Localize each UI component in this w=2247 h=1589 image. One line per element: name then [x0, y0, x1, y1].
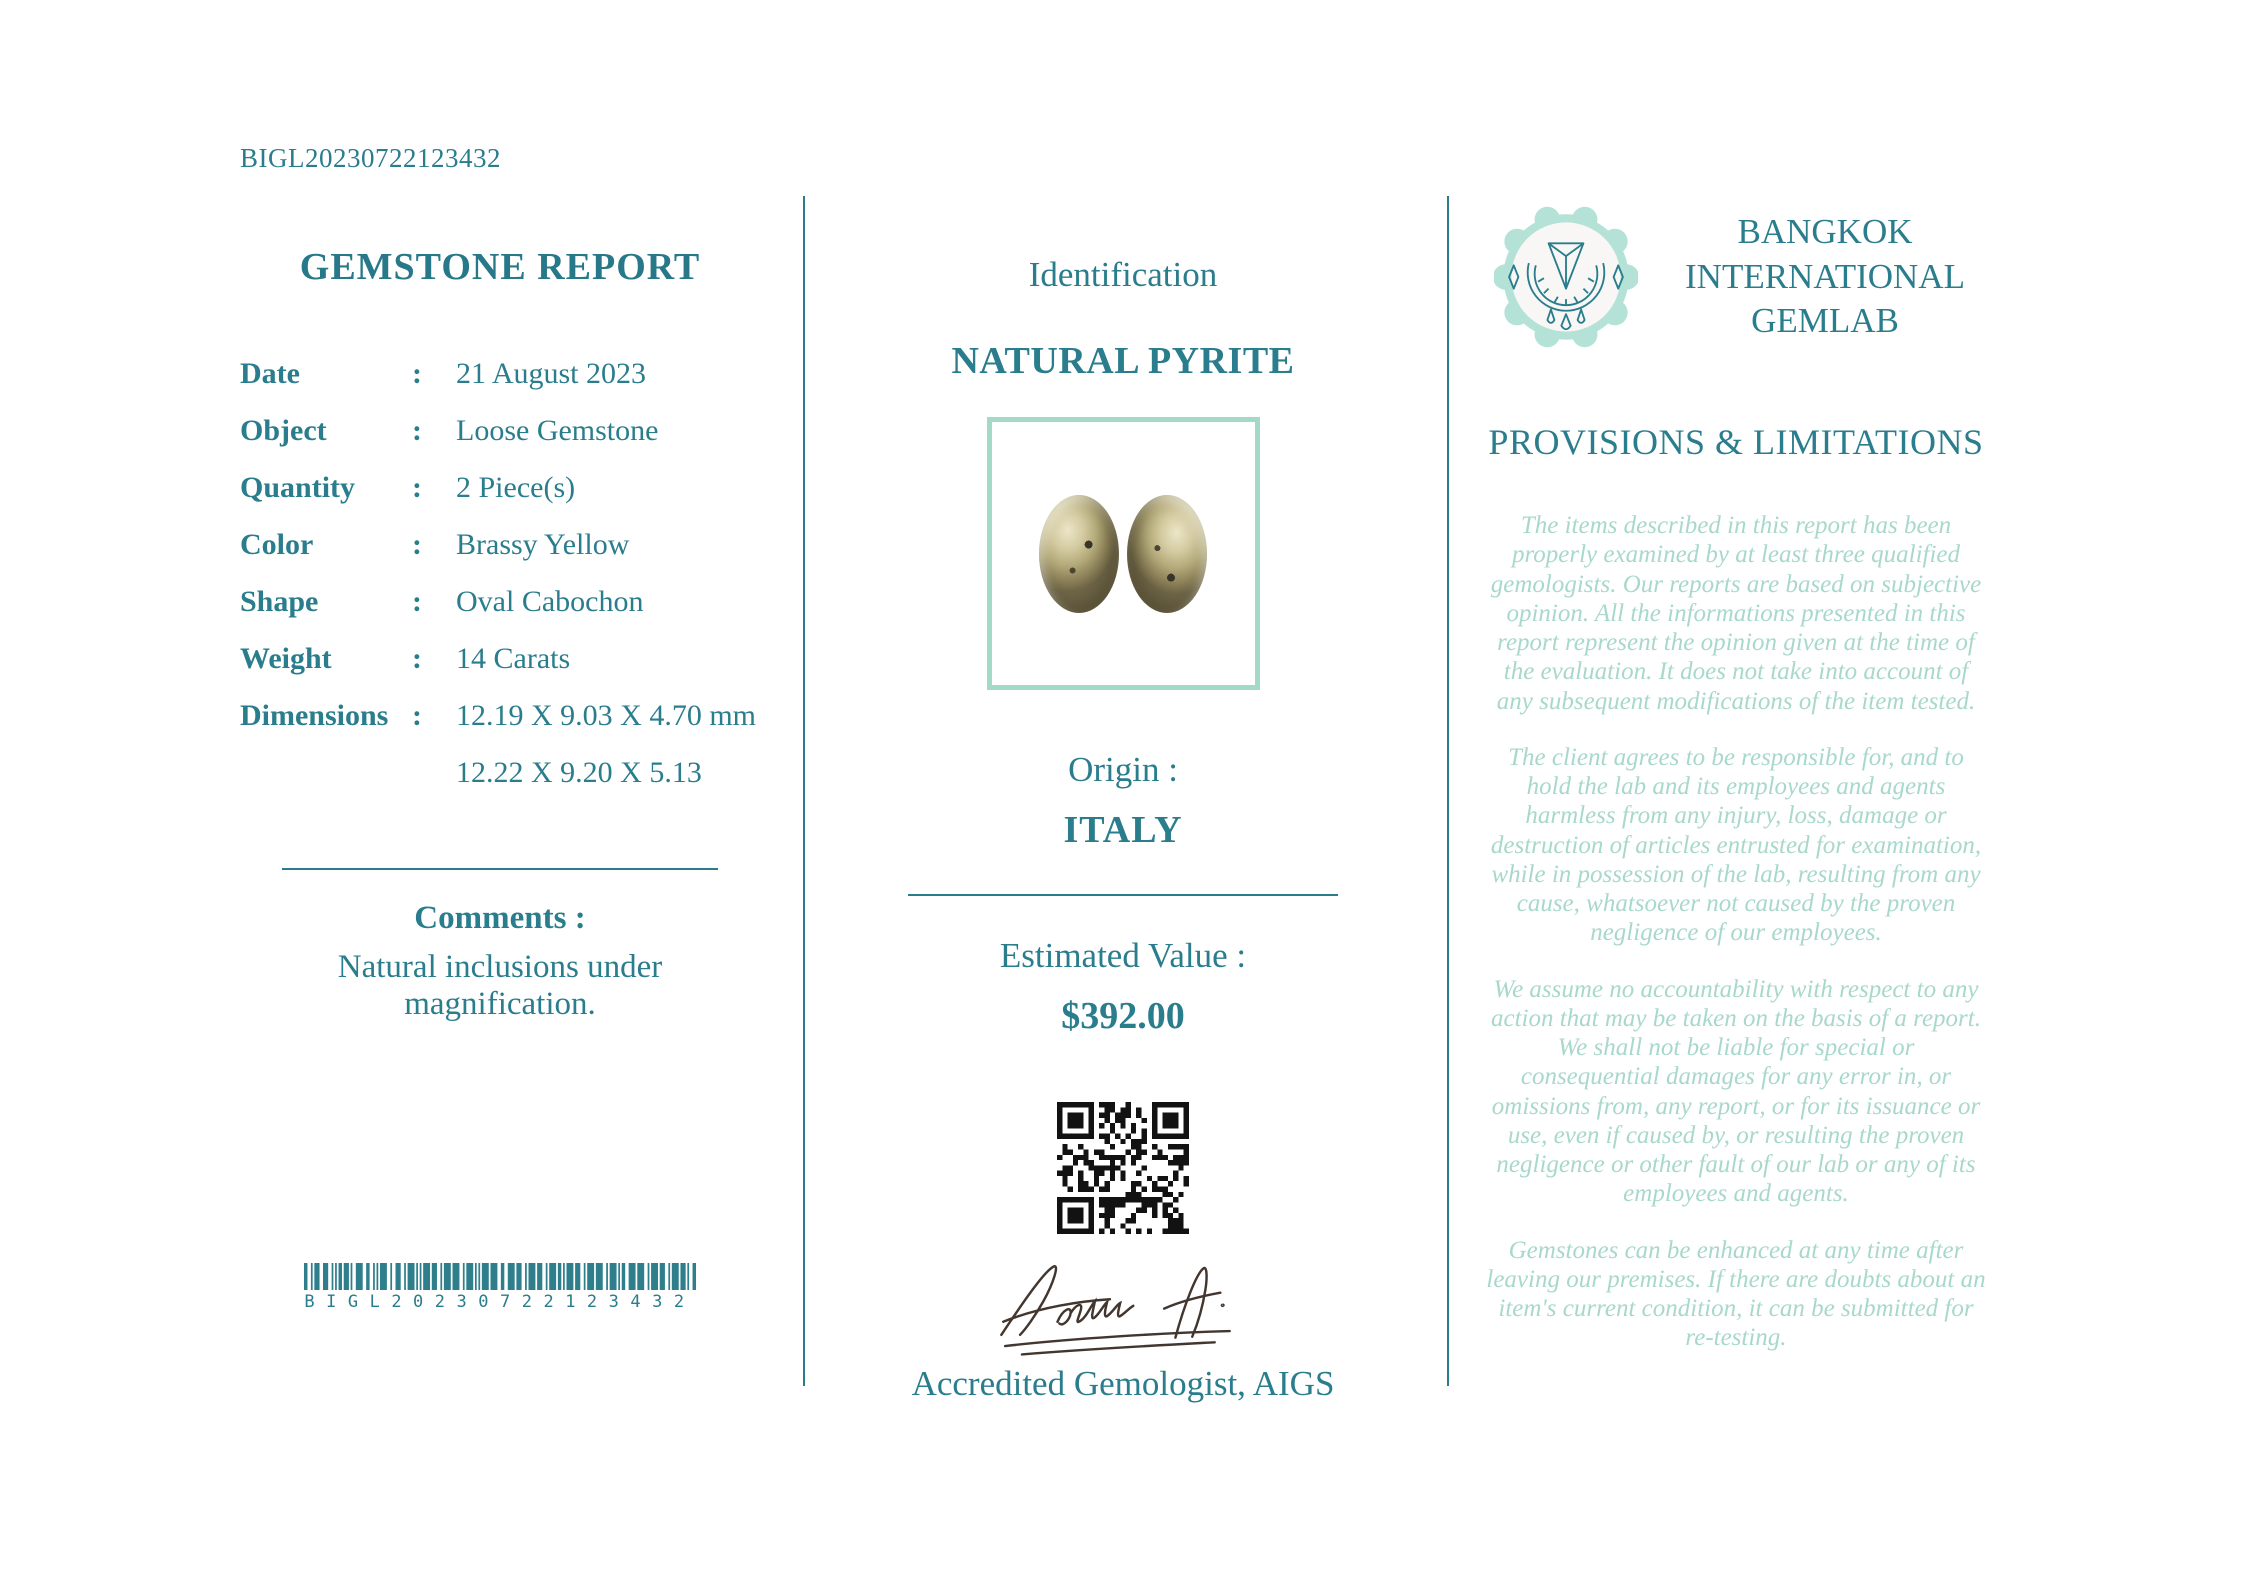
lab-header — [1460, 205, 2012, 349]
barcode-text: BIGL20230722123432 — [304, 1291, 696, 1312]
field-label: Object — [240, 414, 327, 447]
field-row-dimensions-2 — [240, 756, 760, 790]
field-label: Color — [240, 528, 314, 561]
barcode-block — [240, 1263, 760, 1312]
origin-value: ITALY — [1063, 809, 1183, 851]
field-label: Date — [240, 357, 300, 390]
origin-label: Origin : — [1068, 750, 1178, 789]
field-row-shape — [240, 585, 760, 619]
field-value: Loose Gemstone — [456, 414, 659, 447]
provisions-text — [1460, 511, 2012, 1353]
field-colon: : — [412, 471, 422, 504]
signature — [992, 1244, 1254, 1362]
gemstone-image-left — [1039, 495, 1119, 613]
identification-heading: Identification — [1028, 255, 1218, 294]
field-value: 14 Carats — [456, 642, 571, 675]
barcode-bars — [304, 1263, 696, 1290]
field-label: Dimensions — [240, 699, 389, 732]
field-value: 2 Piece(s) — [456, 471, 576, 504]
provision-paragraph-3: We assume no accountability with respect to any action that may be taken on the basis of a report. We shall not be liable for special or consequential damages for any error in, or omissions from, any report, or for its issuance or use, even if caused by, or resulting the proven negligence or other fault of our lab or any of its employees and agents. — [1491, 975, 1981, 1208]
lab-name — [1638, 210, 2012, 344]
field-row-dimensions — [240, 699, 760, 733]
lab-name-line-3: GEMLAB — [1751, 301, 1899, 341]
field-row-quantity — [240, 471, 760, 505]
field-label: Weight — [240, 642, 332, 675]
field-row-weight — [240, 642, 760, 676]
field-value: Oval Cabochon — [456, 585, 644, 618]
field-value: 12.22 X 9.20 X 5.13 — [456, 756, 702, 789]
provision-paragraph-2: The client agrees to be responsible for, and to hold the lab and its employees and agents harmless from any injury, loss, damage or destruction of articles entrusted for examination, while in possession of the lab, resulting from any cause, whatsoever not caused by the proven negligence of our employees. — [1490, 743, 1982, 947]
lab-name-line-1: BANGKOK — [1737, 211, 1913, 251]
identification-column — [830, 255, 1416, 1404]
provisions-heading: PROVISIONS & LIMITATIONS — [1488, 422, 1984, 462]
lab-name-line-2: INTERNATIONAL — [1685, 256, 1965, 296]
estimated-value: $392.00 — [1061, 995, 1185, 1037]
field-row-date — [240, 357, 760, 391]
comments-separator-line — [282, 868, 718, 870]
field-label: Shape — [240, 585, 319, 618]
lab-column — [1460, 205, 2012, 1380]
field-colon: : — [412, 528, 422, 561]
estimated-value-label: Estimated Value : — [999, 936, 1247, 975]
report-details-column — [240, 245, 760, 1312]
provision-paragraph-4: Gemstones can be enhanced at any time after leaving our premises. If there are doubts about an item's current condition, it can be submitted for re-testing. — [1486, 1236, 1986, 1352]
column-divider-left — [803, 196, 805, 1386]
gemstone-image-right — [1127, 495, 1207, 613]
comments-heading: Comments : — [414, 900, 586, 936]
field-colon: : — [412, 357, 422, 390]
field-row-color — [240, 528, 760, 562]
field-colon: : — [412, 414, 422, 447]
field-label: Quantity — [240, 471, 356, 504]
signatory-title: Accredited Gemologist, AIGS — [911, 1364, 1335, 1403]
provision-paragraph-1: The items described in this report has been properly examined by at least three qualified gemologists. Our reports are based on subjective opinion. All the informations presented in this report represent the opinion given at the time of the evaluation. It does not take into account of any subsequent modifications of the item tested. — [1490, 512, 1982, 715]
field-value: Brassy Yellow — [456, 528, 630, 561]
field-row-object — [240, 414, 760, 448]
report-fields — [240, 357, 760, 790]
gemlab-logo-icon — [1494, 205, 1638, 349]
identification-result: NATURAL PYRITE — [951, 340, 1295, 382]
column-divider-right — [1447, 196, 1449, 1386]
field-colon: : — [412, 642, 422, 675]
comments-text: Natural inclusions under magnification. — [337, 949, 663, 1022]
report-number: BIGL20230722123432 — [240, 143, 501, 173]
field-colon: : — [412, 699, 422, 732]
field-value: 12.19 X 9.03 X 4.70 mm — [456, 699, 756, 732]
value-separator-line — [908, 894, 1338, 896]
gemstone-photo — [987, 417, 1260, 690]
report-title: GEMSTONE REPORT — [299, 246, 701, 288]
field-colon: : — [412, 585, 422, 618]
field-value: 21 August 2023 — [456, 357, 647, 390]
qr-code — [1057, 1102, 1189, 1234]
